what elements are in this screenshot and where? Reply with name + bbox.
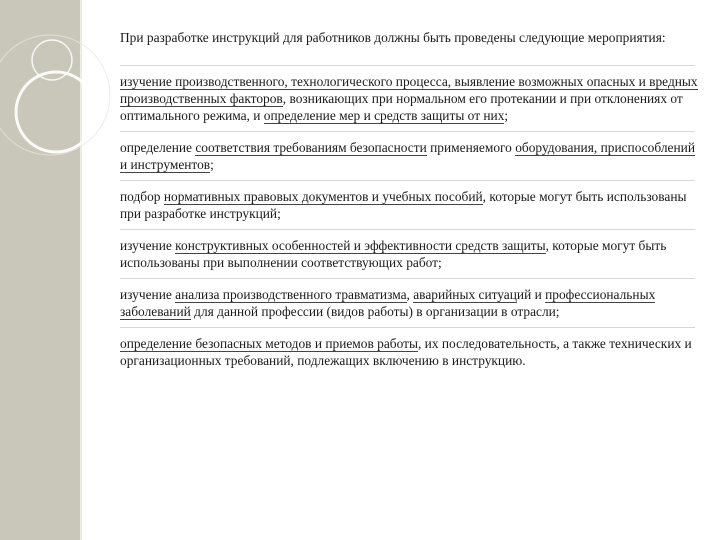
highlighted-phrase: аварийных ситуац [413, 287, 517, 302]
text-segment: , [406, 287, 414, 302]
separator [120, 131, 695, 132]
left-band-edge [80, 0, 82, 540]
highlighted-phrase: конструктивных особенностей и эффективности средств защиты [175, 238, 546, 253]
text-segment: ; [210, 157, 214, 172]
text-segment: ; [504, 108, 509, 123]
highlighted-phrase: определение безопасных методов и приемов работы [120, 336, 418, 351]
highlighted-phrase: определение мер и средств защиты от них [263, 108, 505, 123]
left-decor-band [0, 0, 80, 540]
highlighted-phrase: оборудования, приспособлений и инструментов [120, 140, 695, 172]
text-segment: применяемого [426, 140, 516, 155]
text-segment: , их последовательность, а также технических и организационных требований, подлежащих включению в инструкцию. [120, 336, 692, 368]
highlighted-phrase: нормативных правовых документов и учебных пособий [163, 189, 483, 204]
highlighted-phrase: изучение производственного, технологического процесса, выявление возможных опасных и вредных производственных факторов [120, 74, 698, 106]
text-segment: ий и [516, 287, 546, 302]
highlighted-phrase: соответствия требованиям безопасности [195, 140, 427, 155]
separator [120, 278, 695, 279]
list-item [120, 188, 700, 222]
text-segment: изучение [120, 238, 176, 253]
list-item [120, 286, 700, 320]
separator [120, 180, 695, 181]
highlighted-phrase: профессиональных заболеваний [120, 287, 656, 319]
slide-intro: При разработке инструкций для работников должны быть проведены следующие мероприятия: [120, 30, 666, 45]
list-item [120, 335, 700, 369]
text-segment: подбор [120, 189, 164, 204]
separator [120, 229, 695, 230]
list-item [120, 237, 700, 271]
slide-content [120, 29, 700, 390]
list-item [120, 73, 700, 124]
text-segment: определение [120, 140, 196, 155]
text-segment: , которые могут быть использованы при разработке инструкций; [120, 189, 687, 221]
text-segment: , возникающих при нормальном его протекании и при отклонениях от оптимального режима, и [120, 91, 683, 123]
text-segment: для данной профессии (видов работы) в организации в отрасли; [190, 304, 560, 319]
list-item [120, 139, 700, 173]
text-segment: изучение [120, 287, 176, 302]
separator [120, 327, 695, 328]
separator [120, 65, 695, 66]
highlighted-phrase: анализа производственного травматизма [175, 287, 407, 302]
requirements-list [120, 73, 700, 369]
text-segment: , которые могут быть использованы при выполнении соответствующих работ; [120, 238, 667, 270]
